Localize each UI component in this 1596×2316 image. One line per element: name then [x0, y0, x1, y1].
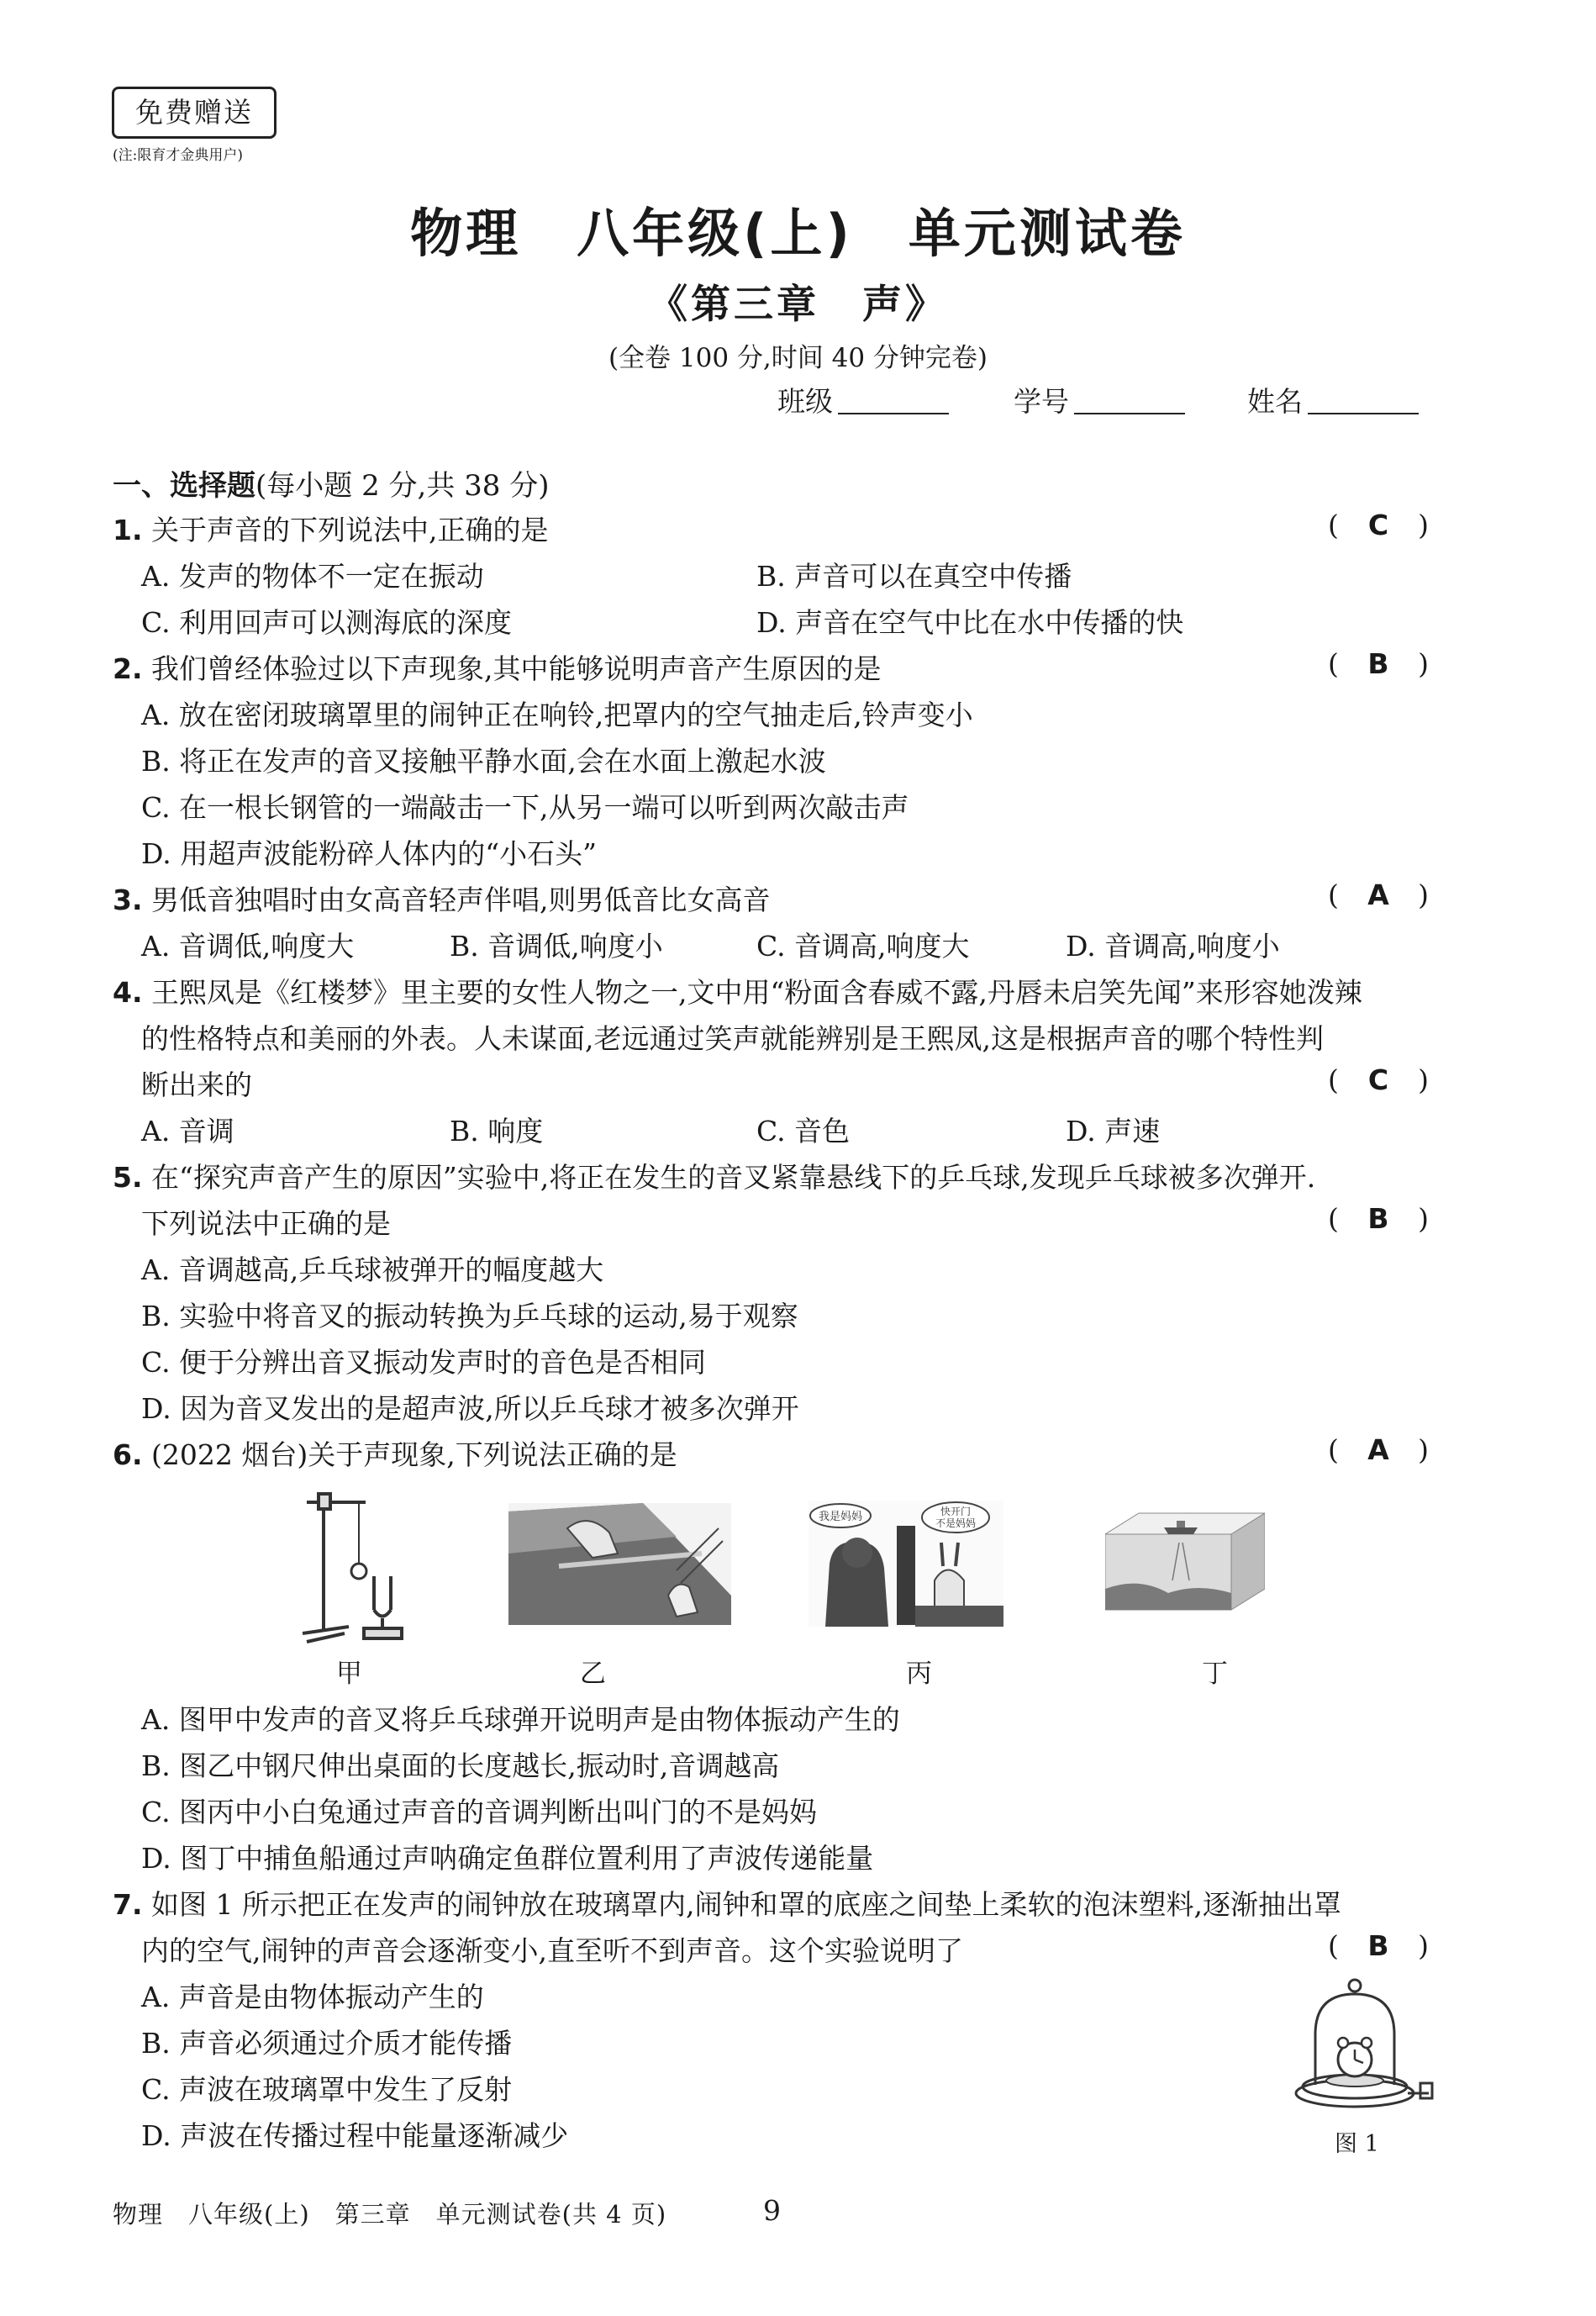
- answer-letter: B: [1367, 647, 1389, 680]
- figure-1-caption: 图 1: [1335, 2131, 1379, 2157]
- q3-option-d: D. 音调高,响度小: [1066, 930, 1280, 963]
- figure-caption-yi: 乙: [580, 1659, 606, 1689]
- question-4-stem-line-2: 的性格特点和美丽的外表。人未谋面,老远通过笑声就能辨别是王熙凤,这是根据声音的哪个特性判: [141, 1022, 1324, 1055]
- answer-letter: C: [1367, 509, 1389, 541]
- q6-option-b: B. 图乙中钢尺伸出桌面的长度越长,振动时,音调越高: [141, 1749, 780, 1782]
- q7-option-d: D. 声波在传播过程中能量逐渐减少: [141, 2119, 569, 2152]
- question-4-stem-line-3: 断出来的: [141, 1068, 252, 1101]
- question-3-stem: [113, 878, 771, 918]
- question-number: 4.: [113, 976, 143, 1009]
- question-5-stem-line-2: 下列说法中正确的是: [141, 1207, 391, 1240]
- q4-option-d: D. 声速: [1066, 1115, 1161, 1147]
- question-6-stem: [113, 1433, 677, 1473]
- q3-option-c: C. 音调高,响度大: [756, 930, 970, 963]
- student-number-label: 学号: [1014, 385, 1069, 418]
- question-number: 6.: [113, 1438, 143, 1471]
- page-number: 9: [763, 2194, 781, 2227]
- question-text: 如图 1 所示把正在发声的闹钟放在玻璃罩内,闹钟和罩的底座之间垫上柔软的泡沫塑料,逐渐抽出罩: [151, 1888, 1341, 1921]
- question-7-stem-line-1: [113, 1883, 1341, 1923]
- q2-option-a: A. 放在密闭玻璃罩里的闹钟正在响铃,把罩内的空气抽走后,铃声变小: [141, 699, 973, 731]
- section-title: 一、选择题: [113, 469, 255, 503]
- page-title: 物理 八年级(上) 单元测试卷: [410, 203, 1186, 264]
- answer-letter: A: [1367, 1433, 1389, 1466]
- figure-bing-wolf-rabbit: [809, 1501, 1003, 1627]
- question-number: 1.: [113, 514, 143, 546]
- question-text: 王熙凤是《红楼梦》里主要的女性人物之一,文中用“粉面含春威不露,丹唇未启笑先闻”来形容她泼辣: [151, 976, 1362, 1009]
- q6-option-a: A. 图甲中发声的音叉将乒乓球弹开说明声是由物体振动产生的: [141, 1703, 900, 1736]
- figure-yi-steel-ruler: [508, 1503, 731, 1625]
- q7-option-b: B. 声音必须通过介质才能传播: [141, 2027, 513, 2060]
- figure-ding-sonar-boat: [1105, 1509, 1265, 1614]
- student-number-blank[interactable]: [1074, 384, 1185, 414]
- answer-letter: A: [1367, 878, 1389, 911]
- figure-caption-ding: 丁: [1202, 1659, 1228, 1689]
- q1-option-b: B. 声音可以在真空中传播: [756, 560, 1072, 593]
- question-text: 在“探究声音产生的原因”实验中,将正在发生的音叉紧靠悬线下的乒乓球,发现乒乓球被多次弹开.: [151, 1161, 1316, 1194]
- q5-option-a: A. 音调越高,乒乓球被弹开的幅度越大: [141, 1253, 604, 1286]
- question-number: 7.: [113, 1888, 143, 1921]
- class-field: [777, 380, 949, 419]
- q4-option-b: B. 响度: [450, 1115, 544, 1147]
- section-score: (每小题 2 分,共 38 分): [255, 469, 550, 503]
- question-4-stem-line-1: [113, 971, 1362, 1010]
- q4-option-c: C. 音色: [756, 1115, 851, 1147]
- class-label: 班级: [777, 385, 833, 418]
- question-text: 男低音独唱时由女高音轻声伴唱,则男低音比女高音: [151, 884, 771, 916]
- q2-option-c: C. 在一根长钢管的一端敲击一下,从另一端可以听到两次敲击声: [141, 791, 909, 824]
- question-text: 关于声音的下列说法中,正确的是: [151, 514, 549, 546]
- question-number: 3.: [113, 884, 143, 916]
- q5-option-b: B. 实验中将音叉的振动转换为乒乓球的运动,易于观察: [141, 1300, 798, 1332]
- q5-option-c: C. 便于分辨出音叉振动发声时的音色是否相同: [141, 1346, 707, 1379]
- question-text: (2022 烟台)关于声现象,下列说法正确的是: [151, 1438, 677, 1471]
- class-blank[interactable]: [838, 384, 949, 414]
- q5-option-d: D. 因为音叉发出的是超声波,所以乒乓球才被多次弹开: [141, 1392, 799, 1425]
- bubble-rabbit-text-2: 不是妈妈: [935, 1517, 977, 1529]
- name-field: [1247, 380, 1419, 419]
- question-text: 我们曾经体验过以下声现象,其中能够说明声音产生原因的是: [151, 652, 882, 685]
- answer-letter: B: [1367, 1202, 1389, 1235]
- chapter-subtitle: 《第三章 声》: [648, 282, 948, 328]
- name-blank[interactable]: [1308, 384, 1419, 414]
- q1-option-c: C. 利用回声可以测海底的深度: [141, 606, 513, 639]
- name-label: 姓名: [1247, 385, 1303, 418]
- q6-option-d: D. 图丁中捕鱼船通过声呐确定鱼群位置利用了声波传递能量: [141, 1842, 874, 1875]
- question-number: 2.: [113, 652, 143, 685]
- q1-option-d: D. 声音在空气中比在水中传播的快: [756, 606, 1184, 639]
- question-5-stem-line-1: [113, 1156, 1315, 1195]
- free-gift-stamp: 免费赠送: [112, 87, 277, 139]
- q7-option-c: C. 声波在玻璃罩中发生了反射: [141, 2073, 513, 2106]
- bubble-rabbit-text-1: 快开门: [940, 1506, 972, 1517]
- bubble-wolf-text: 我是妈妈: [818, 1511, 863, 1523]
- student-number-field: [1014, 380, 1185, 419]
- q4-option-a: A. 音调: [141, 1115, 234, 1147]
- section-heading: [113, 462, 549, 504]
- figure-caption-jia: 甲: [336, 1659, 362, 1689]
- question-7-stem-line-2: 内的空气,闹钟的声音会逐渐变小,直至听不到声音。这个实验说明了: [141, 1934, 963, 1967]
- q3-option-b: B. 音调低,响度小: [450, 930, 663, 963]
- q2-option-b: B. 将正在发声的音叉接触平静水面,会在水面上激起水波: [141, 745, 826, 778]
- exam-info: (全卷 100 分,时间 40 分钟完卷): [608, 343, 988, 373]
- q3-option-a: A. 音调低,响度大: [141, 930, 355, 963]
- question-1-stem: [113, 509, 549, 548]
- q7-option-a: A. 声音是由物体振动产生的: [141, 1981, 484, 2013]
- figure-jia-tuning-fork: [298, 1484, 424, 1643]
- q1-option-a: A. 发声的物体不一定在振动: [141, 560, 484, 593]
- figure-caption-bing: 丙: [906, 1659, 932, 1689]
- stamp-note: (注:限育才金典用户): [113, 147, 243, 164]
- page-footer: 物理 八年级(上) 第三章 单元测试卷(共 4 页): [113, 2200, 667, 2229]
- q6-option-c: C. 图丙中小白兔通过声音的音调判断出叫门的不是妈妈: [141, 1796, 818, 1828]
- answer-letter: B: [1367, 1929, 1389, 1962]
- question-2-stem: [113, 647, 882, 687]
- q2-option-d: D. 用超声波能粉碎人体内的“小石头”: [141, 837, 598, 870]
- answer-letter: C: [1367, 1063, 1389, 1096]
- figure-1-bell-jar: [1290, 1976, 1437, 2114]
- question-number: 5.: [113, 1161, 143, 1194]
